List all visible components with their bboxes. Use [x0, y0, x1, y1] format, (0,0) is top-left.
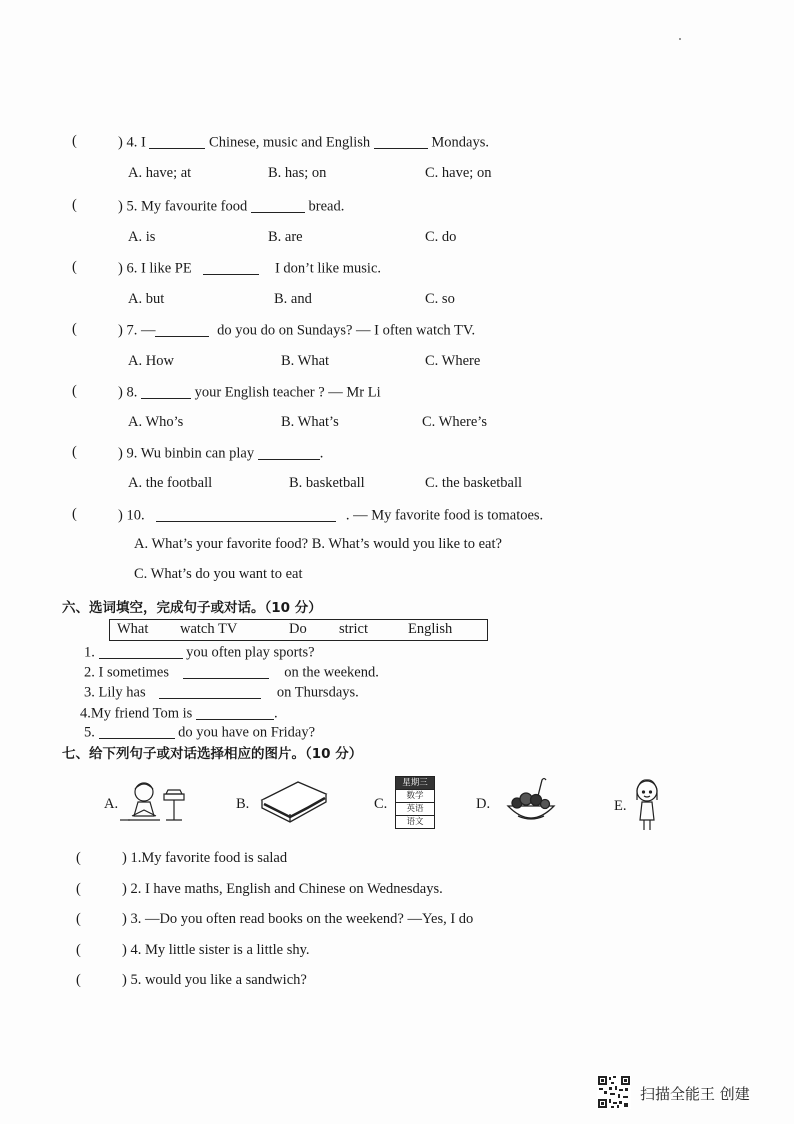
question-9: ) 9. Wu binbin can play . [118, 445, 324, 462]
blank[interactable] [203, 259, 259, 275]
option-a: A. but [128, 291, 165, 307]
word-box [109, 619, 488, 641]
fill-item-5: 5. do you have on Friday? [84, 724, 316, 741]
salad-bowl-picture [502, 776, 560, 832]
fill-item-2: 2. I sometimes on the weekend. [84, 664, 379, 681]
schedule-day: 星期三 [396, 777, 434, 789]
option-c: C. What’s do you want to eat [134, 566, 303, 582]
question-4: ) 4. I Chinese, music and English Mondays. [118, 134, 489, 151]
picture-label-c: C. [374, 796, 388, 812]
option-b: B. and [274, 291, 312, 307]
qr-code-icon [597, 1075, 631, 1109]
blank[interactable] [155, 321, 209, 337]
shy-girl-picture [632, 776, 662, 834]
match-item-3: ) 3. —Do you often read books on the weekend? —Yes, I do [122, 911, 474, 927]
word-option: Do [289, 621, 307, 637]
option-b: B. What [281, 353, 330, 369]
blank[interactable] [141, 383, 191, 399]
word-option: What [117, 621, 149, 637]
picture-label-d: D. [476, 796, 491, 812]
option-a: A. How [128, 353, 174, 369]
option-ab: A. What’s your favorite food? B. What’s would you like to eat? [134, 536, 502, 552]
blank[interactable] [149, 133, 205, 149]
answer-paren[interactable]: ( [72, 444, 77, 460]
picture-label-b: B. [236, 796, 250, 812]
option-b: B. has; on [268, 165, 327, 181]
scan-speck [679, 38, 681, 40]
blank[interactable] [374, 133, 428, 149]
answer-paren[interactable]: ( [76, 881, 81, 897]
picture-label-e: E. [614, 798, 627, 814]
answer-paren[interactable]: ( [72, 197, 77, 213]
schedule-subject: 数学 [396, 789, 434, 802]
fill-item-4: 4.My friend Tom is . [80, 705, 278, 722]
answer-paren[interactable]: ( [76, 850, 81, 866]
word-option: English [408, 621, 453, 637]
option-a: A. the football [128, 475, 213, 491]
section-6-title: 六、选词填空，完成句子或对话。（10 分） [62, 600, 322, 616]
schedule-card [395, 776, 435, 829]
question-10: ) 10. . — My favorite food is tomatoes. [118, 507, 544, 524]
picture-label-a: A. [104, 796, 119, 812]
answer-paren[interactable]: ( [76, 972, 81, 988]
option-c: C. have; on [425, 165, 492, 181]
answer-paren[interactable]: ( [76, 942, 81, 958]
blank[interactable] [99, 723, 175, 739]
match-item-4: ) 4. My little sister is a little shy. [122, 942, 310, 958]
blank[interactable] [251, 197, 305, 213]
answer-paren[interactable]: ( [76, 911, 81, 927]
schedule-subject: 语文 [396, 815, 434, 828]
fill-item-3: 3. Lily has on Thursdays. [84, 684, 359, 701]
answer-paren[interactable]: ( [72, 506, 77, 522]
answer-paren[interactable]: ( [72, 321, 77, 337]
child-reading-picture [120, 776, 194, 828]
option-c: C. Where’s [422, 414, 487, 430]
blank[interactable] [183, 663, 269, 679]
option-b: B. are [268, 229, 303, 245]
question-5: ) 5. My favourite food bread. [118, 198, 345, 215]
option-c: C. the basketball [425, 475, 523, 491]
option-a: A. is [128, 229, 156, 245]
schedule-subject: 英语 [396, 802, 434, 815]
option-c: C. do [425, 229, 457, 245]
question-8: ) 8. your English teacher ? — Mr Li [118, 384, 381, 401]
option-c: C. Where [425, 353, 481, 369]
section-7-title: 七、给下列句子或对话选择相应的图片。（10 分） [62, 746, 363, 762]
option-b: B. What’s [281, 414, 339, 430]
answer-paren[interactable]: ( [72, 259, 77, 275]
blank[interactable] [99, 643, 183, 659]
blank[interactable] [156, 506, 336, 522]
sandwich-picture [258, 776, 330, 828]
blank[interactable] [258, 444, 320, 460]
scanner-watermark: 扫描全能王 创建 [640, 1085, 750, 1103]
option-b: B. basketball [289, 475, 365, 491]
question-7: ) 7. — do you do on Sundays? — I often watch TV. [118, 322, 476, 339]
answer-paren[interactable]: ( [72, 383, 77, 399]
fill-item-1: 1. you often play sports? [84, 644, 315, 661]
match-item-1: ) 1.My favorite food is salad [122, 850, 288, 866]
match-item-5: ) 5. would you like a sandwich? [122, 972, 307, 988]
option-a: A. have; at [128, 165, 192, 181]
match-item-2: ) 2. I have maths, English and Chinese on Wednesdays. [122, 881, 443, 897]
answer-paren[interactable]: ( [72, 133, 77, 149]
blank[interactable] [196, 704, 274, 720]
option-a: A. Who’s [128, 414, 184, 430]
blank[interactable] [159, 683, 261, 699]
option-c: C. so [425, 291, 455, 307]
word-option: strict [339, 621, 368, 637]
word-option: watch TV [180, 621, 238, 637]
question-6: ) 6. I like PE I don’t like music. [118, 260, 382, 277]
